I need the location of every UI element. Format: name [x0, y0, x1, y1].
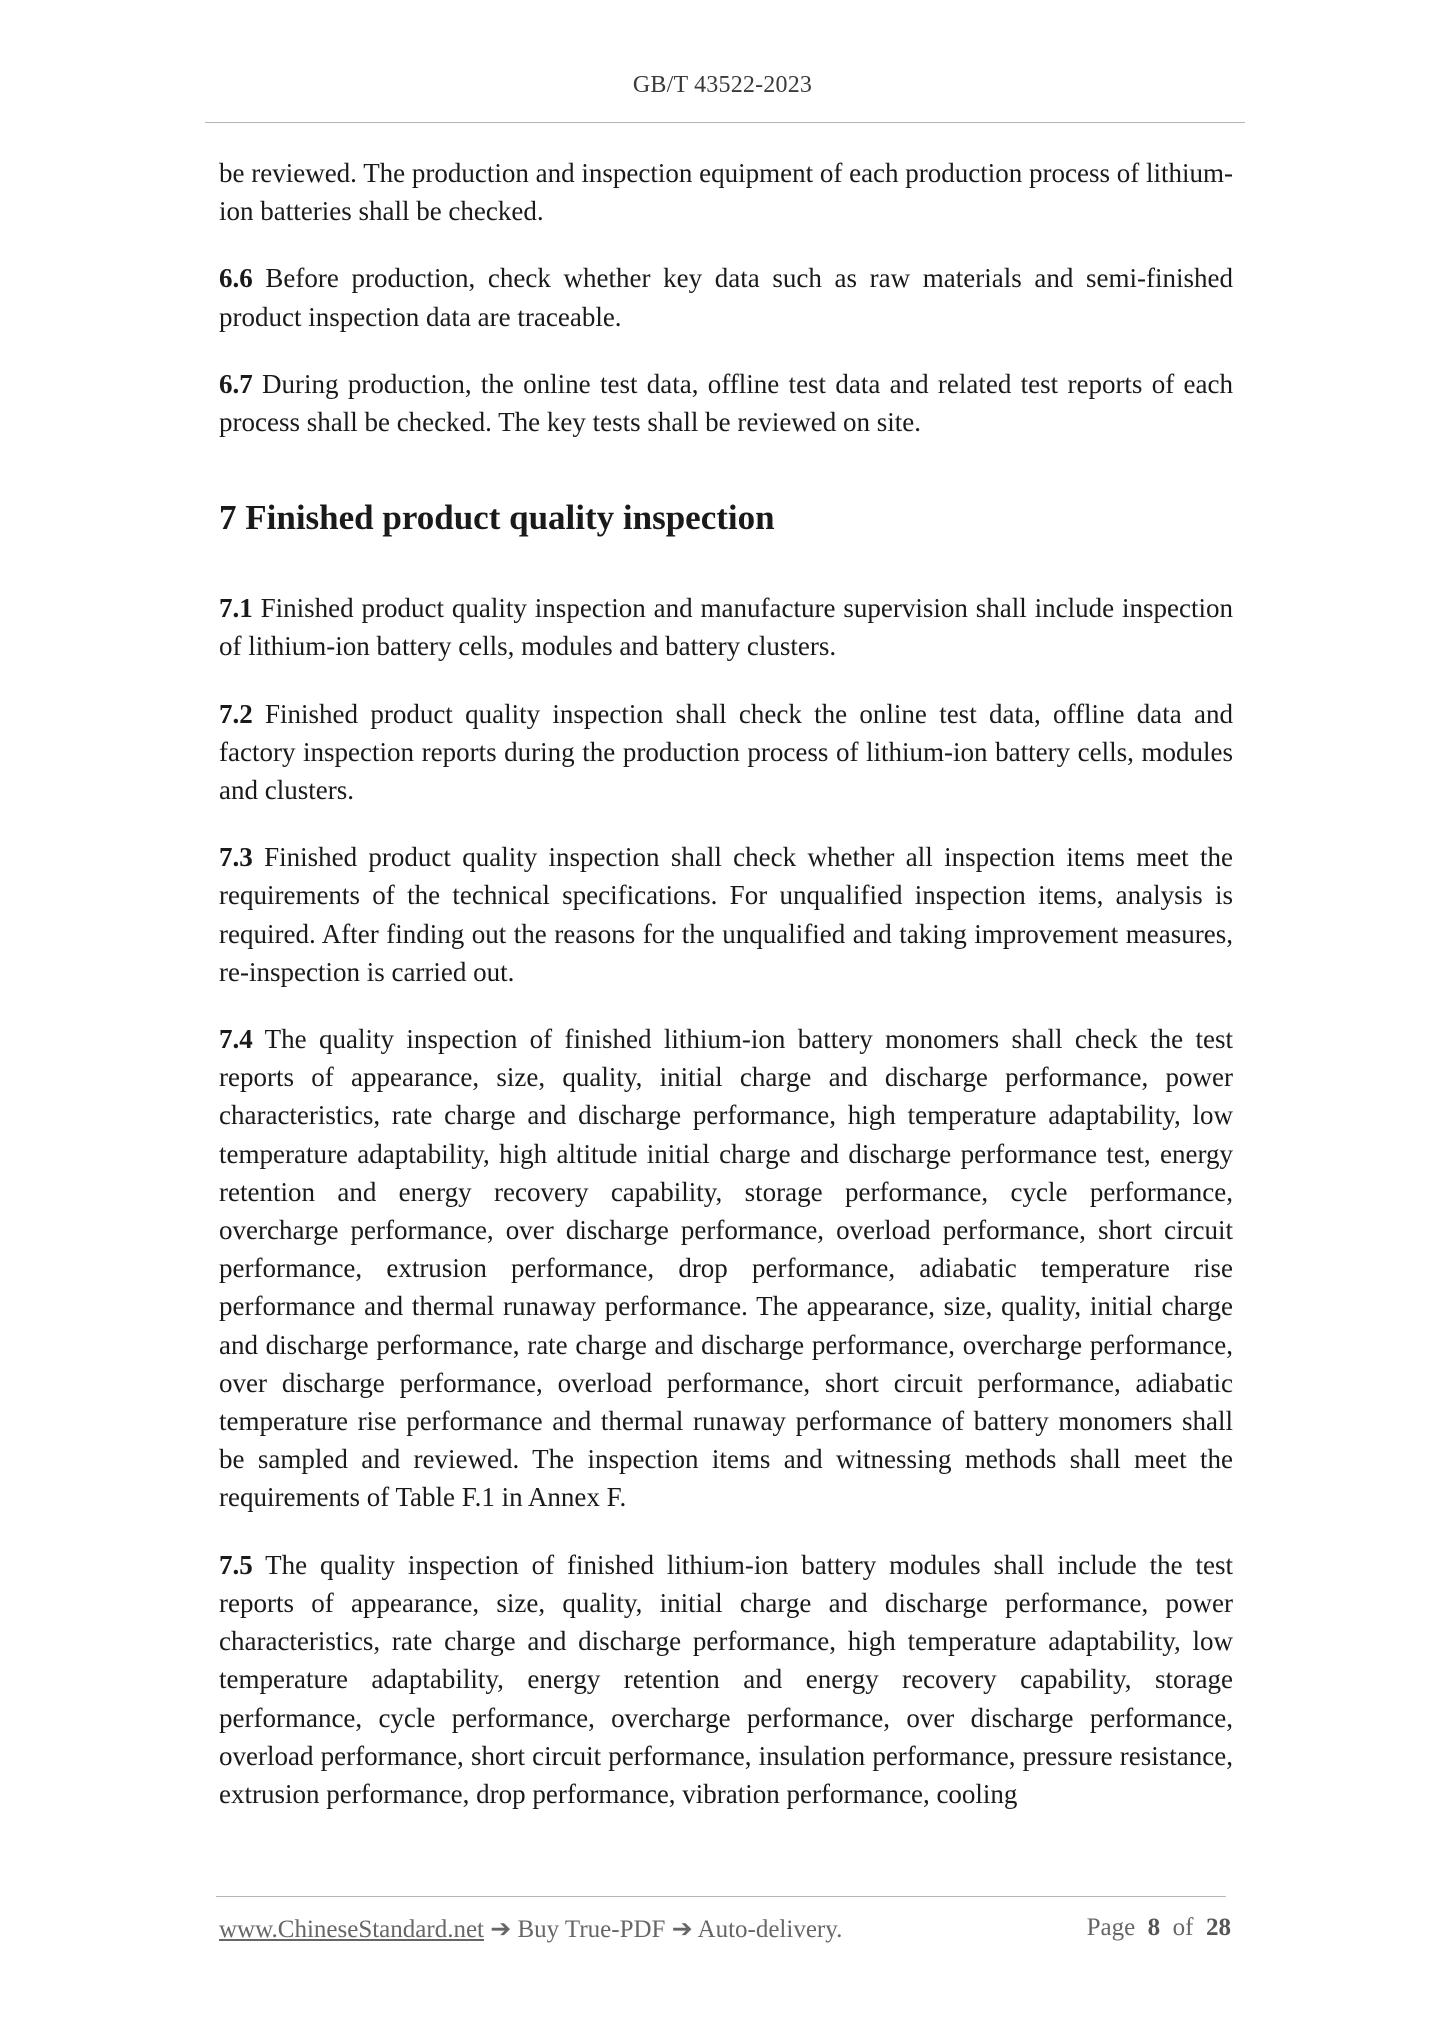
clause-text: Before production, check whether key data such as raw materials and semi-finished product inspection data are traceable.	[219, 263, 1233, 332]
clause-text: Finished product quality inspection shall check whether all inspection items meet the requirements of the technical specifications. For unqualified inspection items, analysis is required. After finding out the reasons for the unqualified and taking improvement measures, re-inspection is carried out.	[219, 842, 1233, 987]
website-link[interactable]: www.ChineseStandard.net	[219, 1916, 484, 1943]
current-page: 8	[1147, 1914, 1161, 1941]
header-divider	[205, 122, 1245, 123]
paragraph-continuation	[219, 154, 1233, 230]
page-label: Page	[1086, 1914, 1136, 1941]
clause-7-3	[219, 838, 1233, 991]
clause-text: Finished product quality inspection shall check the online test data, offline data and factory inspection reports during the production process of lithium-ion battery cells, modules and clusters.	[219, 698, 1233, 806]
document-body	[219, 154, 1233, 1842]
footer-divider	[216, 1896, 1226, 1897]
clause-7-5	[219, 1546, 1233, 1813]
buy-true-pdf-text: Buy True-PDF	[517, 1916, 666, 1943]
arrow-right-icon: ➔	[665, 1916, 698, 1943]
paragraph-text: be reviewed. The production and inspection equipment of each production process of lithium-ion batteries shall be checked.	[219, 158, 1233, 227]
page-of-label: of	[1172, 1914, 1194, 1941]
clause-text: The quality inspection of finished lithium-ion battery modules shall include the test reports of appearance, size, quality, initial charge and discharge performance, power characteristics, rate charge and discharge performance, high temperature adaptability, low temperature adaptability, energy retention and energy recovery capability, storage performance, cycle performance, overcharge performance, over discharge performance, overload performance, short circuit performance, insulation performance, pressure resistance, extrusion performance, drop performance, vibration performance, cooling	[219, 1549, 1233, 1809]
footer-promo	[219, 1914, 842, 1944]
section-heading: 7 Finished product quality inspection	[219, 498, 775, 538]
clause-number: 7.3	[219, 842, 253, 873]
clause-6-6	[219, 259, 1233, 335]
clause-7-4	[219, 1020, 1233, 1517]
clause-number: 7.2	[219, 698, 253, 729]
clause-number: 7.1	[219, 593, 253, 624]
clause-number: 6.6	[219, 263, 253, 294]
clause-number: 6.7	[219, 368, 253, 399]
clause-text: Finished product quality inspection and manufacture supervision shall include inspection of lithium-ion battery cells, modules and battery clusters.	[219, 593, 1233, 662]
clause-text: During production, the online test data, offline test data and related test reports of each process shall be checked. The key tests shall be reviewed on site.	[219, 368, 1233, 438]
total-pages: 28	[1206, 1914, 1231, 1941]
clause-number: 7.5	[219, 1549, 253, 1580]
clause-6-7	[219, 365, 1233, 441]
auto-delivery-text: Auto-delivery.	[697, 1916, 843, 1943]
document-header-id: GB/T 43522-2023	[632, 72, 813, 98]
clause-7-1	[219, 589, 1233, 665]
clause-7-2	[219, 695, 1233, 810]
clause-text: The quality inspection of finished lithium-ion battery monomers shall check the test reports of appearance, size, quality, initial charge and discharge performance, power characteristics, rate charge and discharge performance, high temperature adaptability, low temperature adaptability, high altitude initial charge and discharge performance test, energy retention and energy recovery capability, storage performance, cycle performance, overcharge performance, over discharge performance, overload performance, short circuit performance, extrusion performance, drop performance, adiabatic temperature rise performance and thermal runaway performance. The appearance, size, quality, initial charge and discharge performance, rate charge and discharge performance, overcharge performance, over discharge performance, overload performance, short circuit performance, adiabatic temperature rise performance and thermal runaway performance of battery monomers shall be sampled and reviewed. The inspection items and witnessing methods shall meet the requirements of Table F.1 in Annex F.	[219, 1024, 1233, 1513]
arrow-right-icon: ➔	[484, 1916, 518, 1943]
page-number	[1087, 1914, 1231, 1942]
clause-number: 7.4	[219, 1024, 253, 1055]
